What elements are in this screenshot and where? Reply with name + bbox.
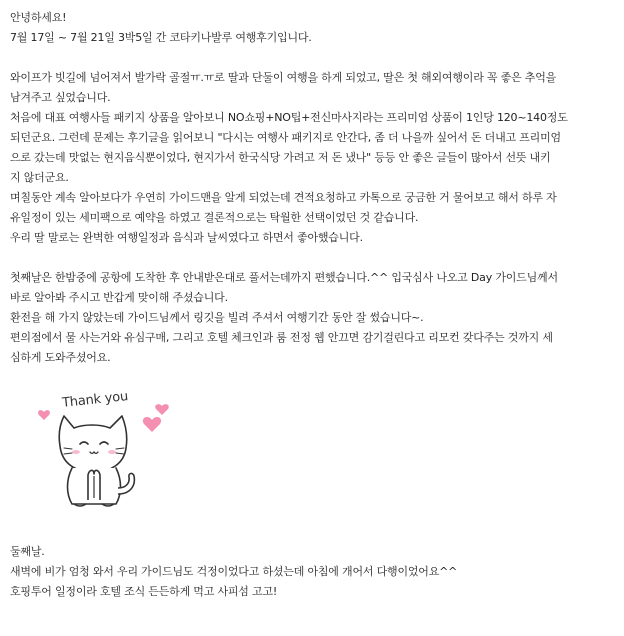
paragraph-line: 호핑투어 일정이라 호텔 조식 든든하게 먹고 사피섬 고고!: [10, 585, 278, 598]
paragraph-1: [10, 68, 616, 248]
thank-you-cat-sticker: [30, 376, 180, 516]
cat-head: [59, 416, 127, 472]
paragraph-line: 편의점에서 물 사는거와 유심구매, 그리고 호텔 체크인과 룸 전정 웹 안끄면 감기걸린다고 리모컨 갖다주는 것까지 세: [10, 331, 553, 344]
paragraph-2: [10, 268, 616, 368]
paragraph-line: 우리 딸 말로는 완벽한 여행일정과 음식과 날씨였다고 하면서 좋아했습니다.: [10, 231, 363, 244]
cat-blush: [108, 450, 116, 454]
paragraph-spacer: [10, 48, 616, 68]
paragraph-spacer: [10, 248, 616, 268]
paragraph-line: 바로 알아봐 주시고 반갑게 맞이해 주셨습니다.: [10, 291, 228, 304]
sticker-text: Thank you: [61, 389, 129, 411]
heart-icon: [155, 404, 169, 415]
paragraph-line: 와이프가 빗길에 넘어져서 발가락 골절ㅠ.ㅠ로 딸과 단둘이 여행을 하게 되었고, 딸은 첫 해외여행이라 꼭 좋은 추억을: [10, 71, 557, 84]
paragraph-line: 처음에 대표 여행사들 패키지 상품을 알아보니 NO쇼핑+NO팁+전신마사지라는 프리미엄 상품이 1인당 120~140정도: [10, 111, 568, 124]
greeting-text: 안녕하세요!: [10, 11, 67, 24]
paragraph-3: [10, 542, 616, 602]
paragraph-line: 남겨주고 싶었습니다.: [10, 91, 111, 104]
heart-icon: [38, 410, 50, 420]
heart-icon: [143, 417, 161, 432]
paragraph-line: 으로 갔는데 맛없는 현지음식뿐이었다, 현지가서 한국식당 가려고 저 돈 냈나" 등등 안 좋은 글들이 많아서 선뜻 내키: [10, 151, 551, 164]
paragraph-line: 지 않더군요.: [10, 171, 69, 184]
paragraph-line: 첫째날은 한밤중에 공항에 도착한 후 안내받은대로 풀서는데까지 편했습니다.^^ 입국심사 나오고 Day 가이드님께서: [10, 271, 558, 284]
trip-info-text: 7월 17일 ~ 7월 21일 3박5일 간 코타키나발루 여행후기입니다.: [10, 31, 312, 44]
sticker-area: [10, 368, 616, 542]
paragraph-line: 되던군요. 그런데 문제는 후기글을 읽어보니 "다시는 여행사 패키지로 안간다, 좀 더 나을까 싶어서 돈 더내고 프리미엄: [10, 131, 561, 144]
paragraph-line: 며칠동안 계속 알아보다가 우연히 가이드맨을 알게 되었는데 견적요청하고 카톡으로 궁금한 거 물어보고 해서 하루 자: [10, 191, 557, 204]
paragraph-line: 새벽에 비가 엄청 와서 우리 가이드님도 걱정이었다고 하셨는데 아침에 개어서 다행이었어요^^: [10, 565, 458, 578]
paragraph-line: 유일정이 있는 세미팩으로 예약을 하였고 결론적으로는 탁월한 선택이었던 것 같습니다.: [10, 211, 419, 224]
paragraph-line: 심하게 도와주셨어요.: [10, 351, 111, 364]
paragraph-line: 환전을 해 가지 않았는데 가이드님께서 링깃을 빌려 주셔서 여행기간 동안 잘 썼습니다~.: [10, 311, 424, 324]
paragraph-line: 둘째날.: [10, 545, 45, 558]
post-content: [10, 8, 616, 602]
cat-blush: [72, 450, 80, 454]
